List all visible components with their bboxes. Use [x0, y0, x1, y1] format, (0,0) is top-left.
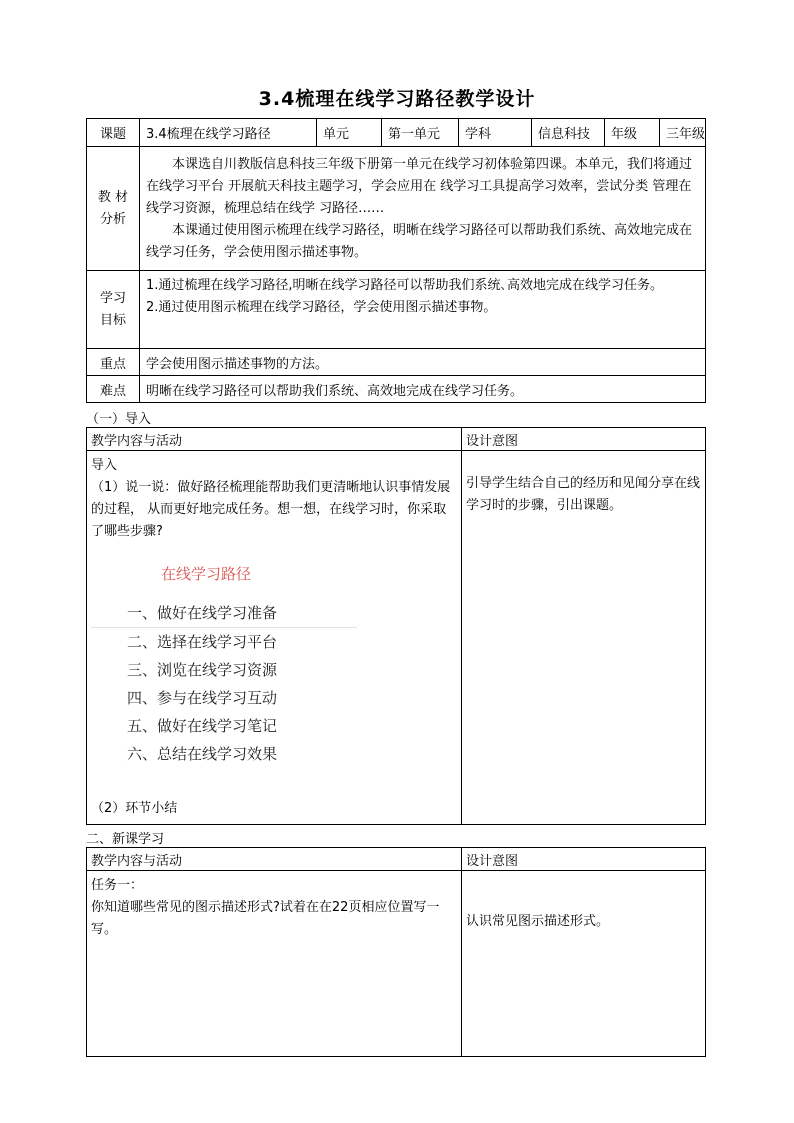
- difficulty-value: 明晰在线学习路径可以帮助我们系统、高效地完成在线学习任务。: [140, 376, 706, 403]
- goals-content: [140, 271, 706, 349]
- step-item: 四、参与在线学习互动: [127, 689, 278, 707]
- step-item: 三、浏览在线学习资源: [127, 661, 278, 679]
- unit-label: 单元: [317, 119, 382, 147]
- task-label: 任务一：: [91, 878, 144, 893]
- goals-label: 学习 目标: [87, 271, 140, 349]
- intro-label: 导入: [91, 458, 118, 473]
- intro-table: [86, 427, 706, 825]
- section-intro-heading: （一）导入: [86, 412, 152, 427]
- task-text: 你知道哪些常见的图示描述形式?试着在在22页相应位置写一写。: [91, 900, 440, 937]
- difficulty-label: 难点: [87, 376, 140, 403]
- intro-question: （1）说一说：做好路径梳理能帮助我们更清晰地认识事情发展的过程， 从而更好地完成任务。想一想，在线学习时，你采取了哪些步骤?: [91, 480, 451, 539]
- grade-label: 年级: [605, 119, 660, 147]
- goal-2: 2.通过使用图示梳理在线学习路径，学会使用图示描述事物。: [146, 300, 497, 315]
- step-item: 六、总结在线学习效果: [127, 745, 278, 763]
- key-value: 学会使用图示描述事物的方法。: [140, 349, 706, 376]
- unit-value: 第一单元: [382, 119, 459, 147]
- new-lesson-table: [86, 847, 706, 1057]
- intro-col-intent: 设计意图: [462, 428, 706, 451]
- new-intent-cell: 认识常见图示描述形式。: [462, 871, 706, 1057]
- step-item: 二、选择在线学习平台: [127, 633, 278, 651]
- analysis-content: [140, 147, 706, 271]
- intro-content-cell: [87, 451, 462, 825]
- intro-intent-cell: 引导学生结合自己的经历和见闻分享在线学习时的步骤，引出课题。: [462, 451, 706, 825]
- subject-value: 信息科技: [532, 119, 605, 147]
- section-new-heading: 二、新课学习: [86, 832, 165, 847]
- subject-label: 学科: [459, 119, 532, 147]
- intro-summary: （2）环节小结: [91, 801, 178, 816]
- topic-label: 课题: [87, 119, 140, 147]
- step-item: 一、做好在线学习准备: [91, 599, 357, 628]
- diagram-title: 在线学习路径: [161, 565, 252, 583]
- analysis-paragraph-2: 本课通过使用图示梳理在线学习路径，明晰在线学习路径可以帮助我们系统、高效地完成在线学习任务，学会使用图示描述事物。: [146, 222, 693, 260]
- analysis-paragraph-1: 本课选自川教版信息科技三年级下册第一单元在线学习初体验第四课。本单元，我们将通过在线学习平台 开展航天科技主题学习，学会应用在 线学习工具提高学习效率，尝试分类 管理在线学习资源，梳理总结在线学 习路径……: [146, 156, 693, 216]
- intro-col-content: 教学内容与活动: [87, 428, 462, 451]
- page-title: 3.4梳理在线学习路径教学设计: [258, 88, 536, 110]
- analysis-label: 教 材 分析: [87, 147, 140, 271]
- learning-path-steps: [91, 599, 457, 768]
- grade-value: 三年级: [660, 119, 706, 147]
- new-col-content: 教学内容与活动: [87, 848, 462, 871]
- key-label: 重点: [87, 349, 140, 376]
- new-content-cell: [87, 871, 462, 1057]
- lesson-info-table: [86, 118, 706, 403]
- step-item: 五、做好在线学习笔记: [127, 717, 278, 735]
- new-col-intent: 设计意图: [462, 848, 706, 871]
- topic-value: 3.4梳理在线学习路径: [140, 119, 317, 147]
- goal-1: 1.通过梳理在线学习路径,明晰在线学习路径可以帮助我们系统､高效地完成在线学习任务。: [146, 278, 664, 293]
